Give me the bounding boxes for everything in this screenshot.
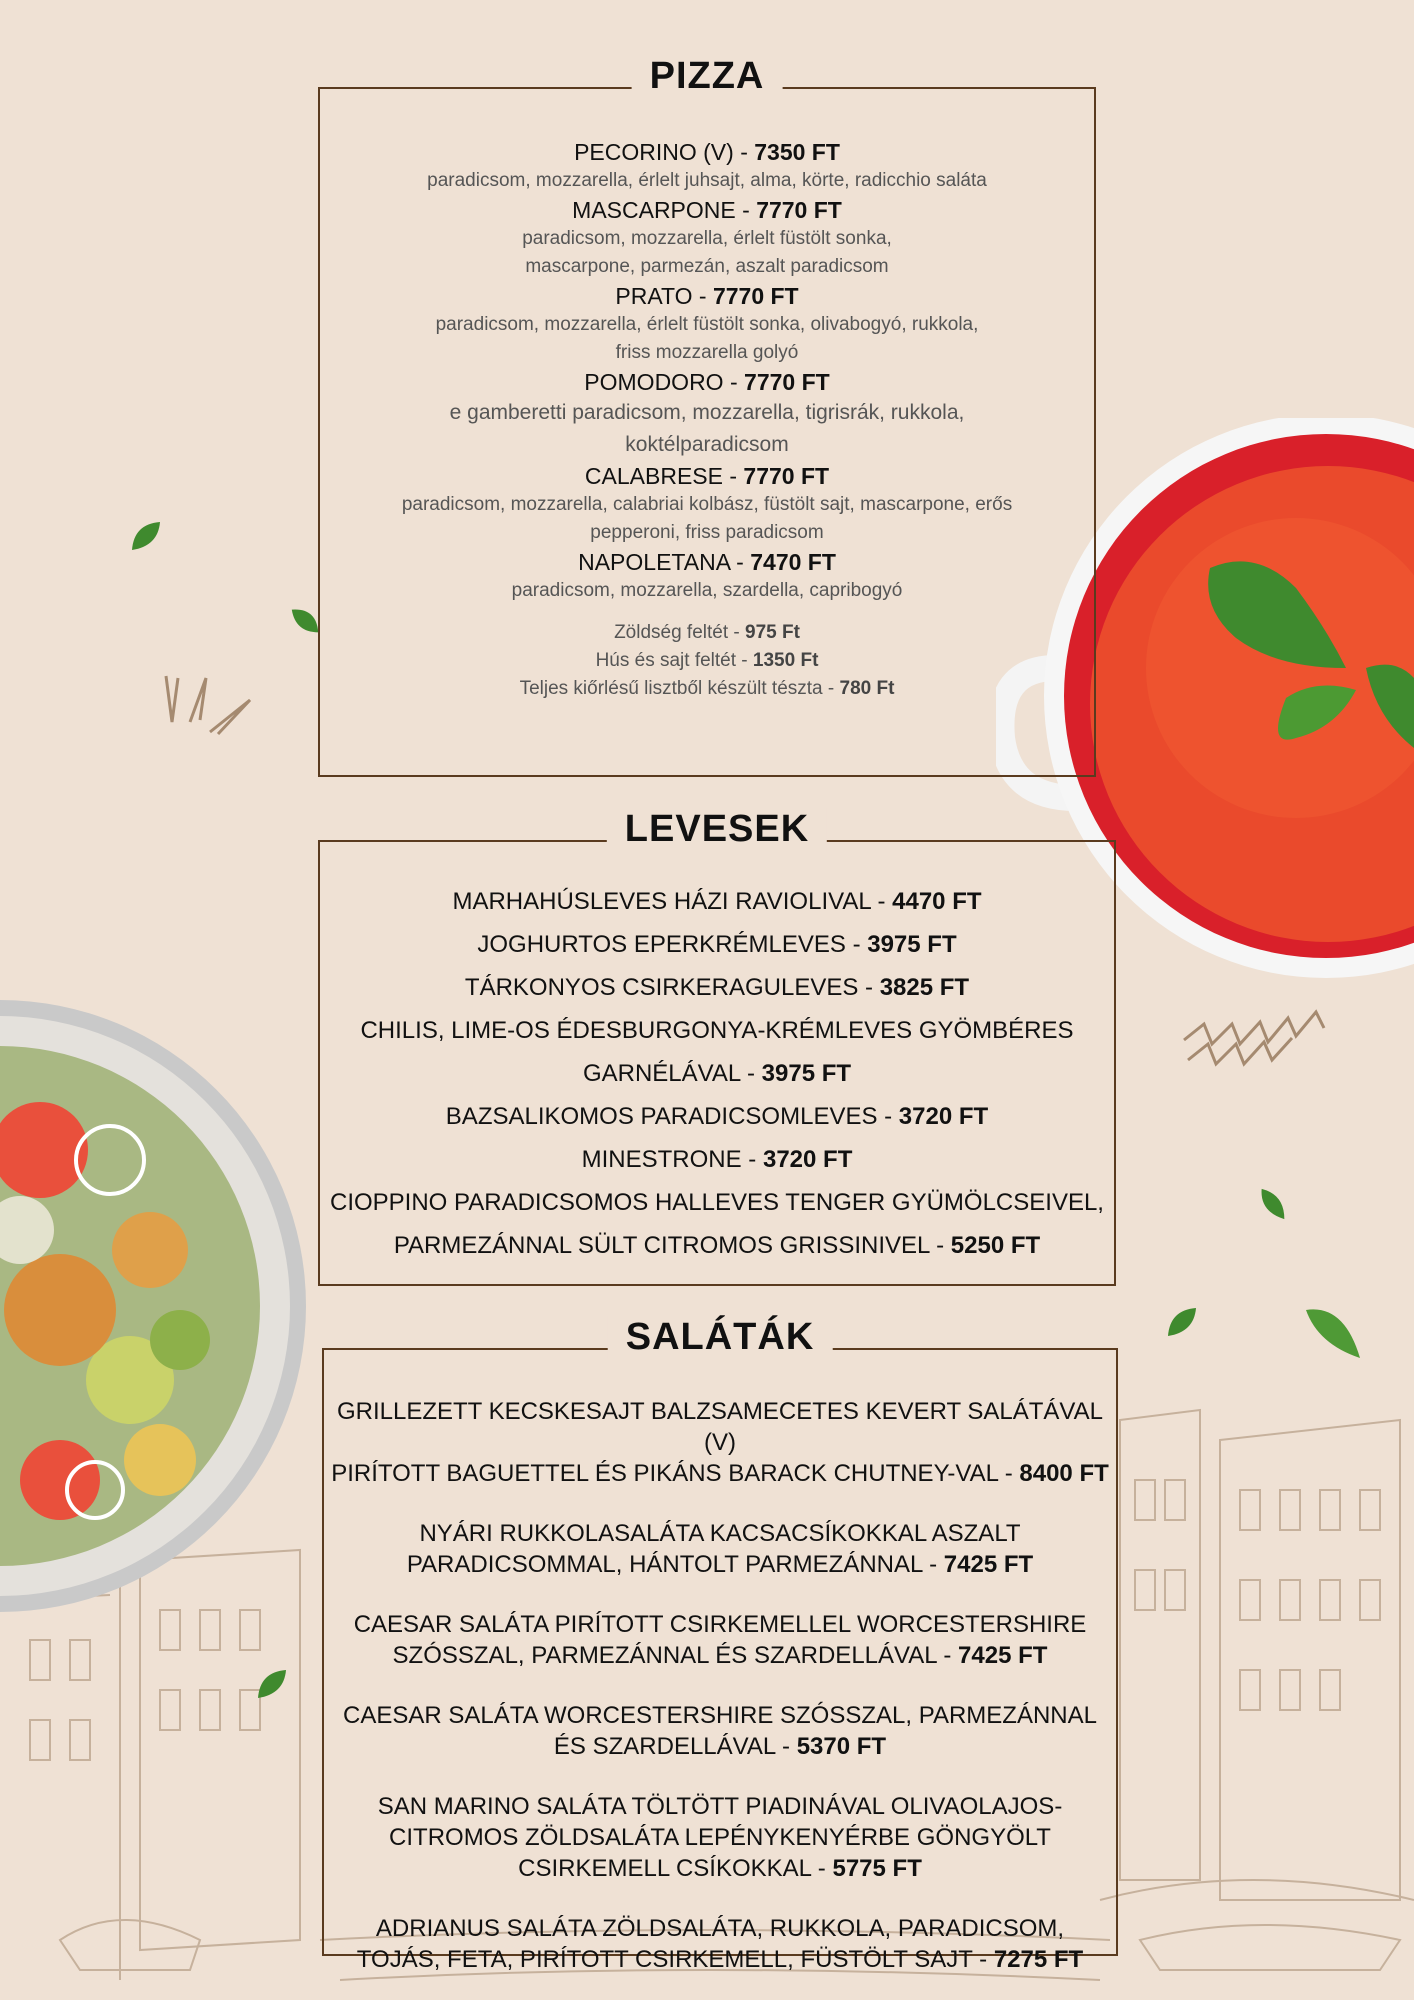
item-name: NAPOLETANA - <box>578 549 751 575</box>
salad-price: 8400 FT <box>1019 1460 1109 1487</box>
menu-item-pecorino <box>320 137 1094 195</box>
item-description: paradicsom, mozzarella, szardella, capribogyó <box>511 580 903 601</box>
extra-meat-cheese-topping <box>320 647 1094 675</box>
menu-item-adrianus-salad <box>324 1913 1116 1975</box>
item-description: e gamberetti paradicsom, mozzarella, tigrisrák, rukkola, koktélparadicsom <box>449 401 965 456</box>
extra-price: 780 Ft <box>839 678 895 699</box>
item-name: MASCARPONE - <box>572 197 757 223</box>
soup-text: MARHAHÚSLEVES HÁZI RAVIOLIVAL - <box>452 888 893 915</box>
extra-price: 1350 Ft <box>752 650 819 671</box>
item-price: 7470 FT <box>750 549 836 575</box>
salad-line: CAESAR SALÁTA WORCESTERSHIRE SZÓSSZAL, PARMEZÁNNAL <box>343 1702 1097 1729</box>
soup-price: 4470 FT <box>892 888 982 915</box>
menu-item-calabrese <box>320 461 1094 547</box>
menu-item-san-marino-salad <box>324 1791 1116 1884</box>
leaf-icon <box>1164 1304 1200 1340</box>
salad-line: SZÓSSZAL, PARMEZÁNNAL ÉS SZARDELLÁVAL - <box>392 1642 959 1669</box>
salad-line: PIRÍTOTT BAGUETTEL ÉS PIKÁNS BARACK CHUTNEY-VAL - <box>331 1460 1020 1487</box>
soup-line <box>328 1095 1106 1138</box>
soup-text: MINESTRONE - <box>581 1146 763 1173</box>
item-name: POMODORO - <box>584 369 745 395</box>
soup-line <box>328 923 1106 966</box>
salad-bowl-image <box>0 980 310 1634</box>
soup-list <box>320 880 1114 1267</box>
salad-line: CAESAR SALÁTA PIRÍTOTT CSIRKEMELLEL WORCESTERSHIRE <box>353 1611 1087 1638</box>
extra-label: Zöldség feltét - <box>614 622 746 643</box>
soup-line <box>328 1009 1106 1052</box>
menu-item-mascarpone <box>320 195 1094 281</box>
soup-line <box>328 1052 1106 1095</box>
soup-line <box>328 880 1106 923</box>
soup-text: PARMEZÁNNAL SÜLT CITROMOS GRISSINIVEL - <box>393 1232 951 1259</box>
soup-text: BAZSALIKOMOS PARADICSOMLEVES - <box>445 1103 899 1130</box>
salad-line: NYÁRI RUKKOLASALÁTA KACSACSÍKOKKAL ASZALT <box>419 1520 1021 1547</box>
salads-section-title: SALÁTÁK <box>608 1316 833 1359</box>
soup-price: 3825 FT <box>879 974 970 1001</box>
extra-price: 975 Ft <box>745 622 800 643</box>
soup-price: 5250 FT <box>950 1232 1041 1259</box>
soup-text: TÁRKONYOS CSIRKERAGULEVES - <box>464 974 880 1001</box>
salad-line: CITROMOS ZÖLDSALÁTA LEPÉNYKENYÉRBE GÖNGYÖLT <box>389 1824 1051 1851</box>
item-description: paradicsom, mozzarella, érlelt füstölt sonka, mascarpone, parmezán, aszalt paradicsom <box>522 228 892 277</box>
soup-price: 3975 FT <box>867 931 957 958</box>
pizza-section <box>318 55 1096 777</box>
menu-item-caesar-salad <box>324 1700 1116 1762</box>
salad-list <box>324 1396 1116 1975</box>
salad-price: 7425 FT <box>943 1551 1034 1578</box>
salad-line: GRILLEZETT KECSKESAJT BALZSAMECETES KEVERT SALÁTÁVAL (V) <box>336 1398 1104 1456</box>
menu-item-caesar-chicken-salad <box>324 1609 1116 1671</box>
pizza-section-title: PIZZA <box>632 55 783 98</box>
salad-line: TOJÁS, FETA, PIRÍTOTT CSIRKEMELL, FÜSTÖLT SAJT - <box>356 1946 994 1973</box>
soup-line <box>328 1181 1106 1224</box>
item-name: PRATO - <box>615 283 713 309</box>
item-price: 7770 FT <box>743 463 830 489</box>
menu-item-goat-cheese-salad <box>324 1396 1116 1489</box>
salad-price: 7425 FT <box>958 1642 1048 1669</box>
menu-item-napoletana <box>320 547 1094 605</box>
leaf-icon <box>1256 1184 1290 1224</box>
soup-text: CIOPPINO PARADICSOMOS HALLEVES TENGER GYÜMÖLCSEIVEL, <box>330 1189 1104 1216</box>
item-name: PECORINO (V) - <box>574 139 755 165</box>
salad-line: SAN MARINO SALÁTA TÖLTÖTT PIADINÁVAL OLIVAOLAJOS- <box>377 1793 1063 1820</box>
salad-line: ÉS SZARDELLÁVAL - <box>553 1733 797 1760</box>
menu-item-prato <box>320 281 1094 367</box>
item-description: paradicsom, mozzarella, calabriai kolbász, füstölt sajt, mascarpone, erős pepperoni, friss paradicsom <box>401 494 1013 543</box>
menu-item-rucola-salad <box>324 1518 1116 1580</box>
leaf-icon <box>254 1666 290 1702</box>
extra-label: Teljes kiőrlésű lisztből készült tészta - <box>519 678 840 699</box>
soup-price: 3720 FT <box>762 1146 853 1173</box>
soup-line <box>328 1138 1106 1181</box>
extra-label: Hús és sajt feltét - <box>595 650 753 671</box>
leaf-icon <box>1304 1304 1364 1360</box>
soup-line <box>328 966 1106 1009</box>
salad-line: PARADICSOMMAL, HÁNTOLT PARMEZÁNNAL - <box>406 1551 944 1578</box>
menu-item-pomodoro <box>320 367 1094 461</box>
item-name: CALABRESE - <box>584 463 744 489</box>
salad-line: CSIRKEMELL CSÍKOKKAL - <box>518 1855 833 1882</box>
item-description: paradicsom, mozzarella, érlelt füstölt sonka, olivabogyó, rukkola, friss mozzarella golyó <box>435 314 979 363</box>
soups-section <box>318 808 1116 1286</box>
doodle-strokes-icon <box>160 672 260 742</box>
soup-text: JOGHURTOS EPERKRÉMLEVES - <box>477 931 868 958</box>
salad-price: 5775 FT <box>832 1855 922 1882</box>
item-price: 7770 FT <box>756 197 842 223</box>
salad-price: 7275 FT <box>993 1946 1084 1973</box>
pizza-extras <box>320 619 1094 703</box>
salad-price: 5370 FT <box>796 1733 887 1760</box>
salads-section <box>322 1316 1118 1973</box>
pizza-list <box>320 137 1094 703</box>
item-description: paradicsom, mozzarella, érlelt juhsajt, alma, körte, radicchio saláta <box>427 170 987 191</box>
zigzag-doodle-icon <box>1180 990 1340 1070</box>
soup-price: 3975 FT <box>761 1060 852 1087</box>
salad-line: ADRIANUS SALÁTA ZÖLDSALÁTA, RUKKOLA, PARADICSOM, <box>375 1915 1065 1942</box>
soup-price: 3720 FT <box>898 1103 989 1130</box>
soups-section-title: LEVESEK <box>607 808 827 851</box>
soup-text: CHILIS, LIME-OS ÉDESBURGONYA-KRÉMLEVES GYÖMBÉRES <box>360 1017 1074 1044</box>
extra-vegetable-topping <box>320 619 1094 647</box>
item-price: 7770 FT <box>744 369 830 395</box>
soup-line <box>328 1224 1106 1267</box>
leaf-icon <box>128 518 164 554</box>
leaf-icon <box>288 604 322 638</box>
soup-text: GARNÉLÁVAL - <box>582 1060 762 1087</box>
item-price: 7350 FT <box>754 139 840 165</box>
item-price: 7770 FT <box>712 283 799 309</box>
extra-wholegrain-dough <box>320 675 1094 703</box>
